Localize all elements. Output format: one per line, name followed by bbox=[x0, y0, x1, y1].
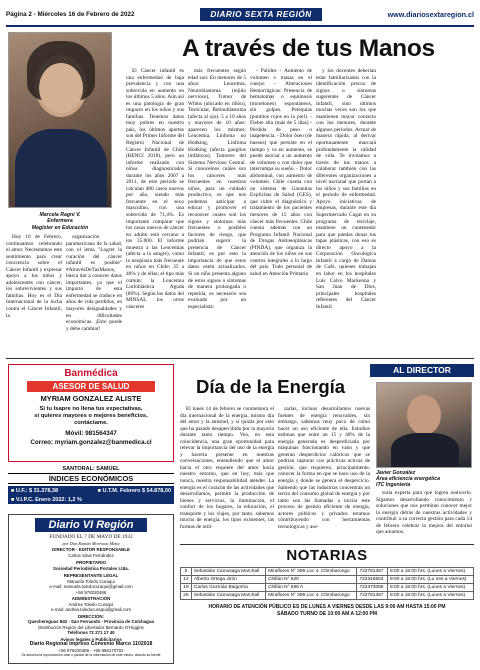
masthead-logo: Diario VI Región bbox=[35, 518, 147, 532]
article1-col3: El Cáncer infantil es una enfermedad de baja prevalencia y con una sobrevida en aumento en los últimos 5 años. Aún así es una patología de gran impacto en los niños y sus familias. Tenemos datos muy pobres en nuestro país, los últimos aportes son del Primer Informe del Registro Nacional de Cáncer Infantil de Chile (RENCI 2018), pero un informe realizado con niños diagnosticados durante los años 2007 a 2011, de este periodo se calculan 480 casos nuevos por año, siendo más frecuente en el sexo masculino, con una sobrevida de 71,4%. Es importante comparar que los casos nuevos de cáncer en adulto está cercano a los 35.000. El informe muestra a las Leucemias (afecta a la sangre), como la neoplasia más frecuente en niños en Chile; 35 a 40% y de ellas; el tipo más común; la Leucemia Linfoblástica Aguda (80%). Según los datos del MINSAL los otros cánceres bbox=[126, 68, 184, 310]
author-caption bbox=[8, 212, 112, 231]
registry: Diario Regional impreso Convenio Marco 1102018 bbox=[29, 641, 153, 647]
ad-brand: Banmédica bbox=[64, 368, 118, 379]
ad-line1: Si tu Isapre no llena tus expectativas, bbox=[39, 406, 143, 412]
table-cell: 19 bbox=[181, 584, 192, 592]
table-cell: 5 bbox=[181, 568, 192, 576]
ad-title: ASESOR DE SALUD bbox=[27, 381, 155, 392]
indices-box bbox=[8, 466, 174, 512]
contact-phones: +56 978220486 - +56 986170702 bbox=[58, 647, 124, 653]
phones: Teléfonos 72 271 17 40 bbox=[67, 630, 115, 635]
founded: FUNDADO EL 7 DE MAYO DE 1932 bbox=[49, 534, 133, 540]
rep-phone: +56 978220486 bbox=[75, 589, 107, 595]
uf-value: ■ U.F.: $ 31.378,38 bbox=[11, 488, 59, 494]
website-link[interactable]: www.diariosextaregion.cl bbox=[387, 9, 474, 19]
ad-name: MYRIAM GONZALEZ ALISTE bbox=[40, 394, 142, 403]
notarias-footer1: HORARIO DE ATENCIÓN PÚBLICO ES DE LUNES A VIERNES DESDE LAS 9:00 AM HASTA 15:00 PM bbox=[208, 604, 446, 610]
table-cell: Chillán N° 620 bbox=[266, 576, 357, 584]
article-title: A través de tus Manos bbox=[182, 35, 435, 62]
rep-name: Manuela Toledo Curaqui bbox=[67, 578, 115, 584]
section-label: AL DIRECTOR bbox=[370, 364, 474, 377]
utm-value: ■ U.T.M. Febrero $ 54.878,00 bbox=[97, 488, 171, 494]
owner-label: PROPIETARIO bbox=[76, 560, 106, 565]
notarias-table bbox=[180, 567, 474, 600]
founder: por Don Román Morrison Mena bbox=[62, 540, 120, 546]
article2-col3: soría experta para que logren realicerlo. Sigamos desarrollando conocimiento y soluciones que nos permitan conocer mejor la energía detrás de nuestras actividades y contribuir a su correcta gestión para cada 14 de febrero celebrar la mejora del entorno que amamos. bbox=[376, 490, 472, 536]
table-row bbox=[181, 576, 474, 584]
table-cell: Chillán N° 595 A bbox=[266, 584, 357, 592]
indices-values bbox=[8, 486, 174, 496]
author2-company: ITC Ingeniería bbox=[376, 482, 411, 489]
author-name: Marcela Ragni V. bbox=[39, 212, 81, 218]
table-cell: 8:00 a 15:00 hrs. (Lunes a Viernes) bbox=[388, 568, 474, 576]
author2-name: Javier González bbox=[376, 470, 416, 476]
author2-caption bbox=[376, 470, 472, 489]
ad-line3: contáctame. bbox=[74, 420, 108, 426]
table-cell: 722373086 bbox=[357, 584, 388, 592]
header-divider bbox=[6, 25, 474, 27]
ad-phone: Móvil: 981564347 bbox=[65, 430, 117, 437]
article2-title: Día de la Energía bbox=[196, 376, 346, 397]
section-divider bbox=[6, 358, 474, 359]
owner: Sociedad Periodística Portales Ltda. bbox=[53, 565, 129, 571]
table-cell: Carlos Guzmán Baigorria bbox=[191, 584, 265, 592]
masthead-title: DIARIO SEXTA REGIÓN bbox=[200, 8, 321, 21]
notices-label: Avisos legales y Publicitarios bbox=[60, 636, 122, 642]
rep-email[interactable]: e-mail: manuela.toledocuraqui@gmail.com bbox=[49, 584, 133, 589]
table-cell: Miraflores N° 399 Loc 4. Chimbarongo bbox=[266, 568, 357, 576]
article1-col6: y los docentes deberían estar familiarizados con la identificación precoz de signos o síntomas sugerentes de Cáncer Infantil, sino últimos muchas veces son los que mantienen mayor contacto con los menores, durante algunos períodos. Actuar de manera rápida, al derivar oportunamente marcará profundamente la calidad de vida. Te invitamos a través de tus manos a colaborar también con las diferentes organizaciones a nivel nacional que portan a los niños y sus familias en el período de enfermedad. Apoyo iniciativas de empresas, durante este día Supermercado Cugat en su programa de reciclaje, mantiene un contenedor para que puedas donar tus tapas plásticas, con eso es directo apoyo a la Corporación Oncológica Infantil a cargo de Damas de Café, quienes trabajan en labor en los hospitales Luis Calvo Mackenna y San Juan de Dios, principales hospitales referentes del Cáncer Infantil. bbox=[316, 68, 376, 310]
admin-name: Andrea Toledo Curaqui bbox=[68, 601, 114, 607]
table-row bbox=[181, 584, 474, 592]
address: Quechereguas 840 - San Fernando - Provincia de Colchagua bbox=[28, 619, 154, 624]
author-role2: Magister en Educación bbox=[31, 224, 89, 231]
table-cell: 8:00 a 15:00 hrs. (Lunes a Viernes) bbox=[388, 592, 474, 600]
notarias-section bbox=[180, 544, 474, 664]
indices-title: ÍNDICES ECONÓMICOS bbox=[8, 473, 174, 484]
admin-label: ADMINISTRACIÓN bbox=[71, 596, 111, 601]
table-row bbox=[181, 592, 474, 600]
table-cell: Sebastián Camusaga Marchall bbox=[191, 568, 265, 576]
table-cell: 722781357 bbox=[357, 592, 388, 600]
table-cell: 12 bbox=[181, 576, 192, 584]
table-cell: 8:00 a 15:00 hrs. (Lunes a Viernes) bbox=[388, 584, 474, 592]
table-cell: Miraflores N° 399 Loc 4. Chimbarongo bbox=[266, 592, 357, 600]
ad-email[interactable]: Correo: myriam.gonzalez@banmedica.cl bbox=[30, 439, 152, 446]
page-header bbox=[6, 4, 474, 24]
author-photo bbox=[8, 32, 112, 208]
notarias-title: NOTARIAS bbox=[286, 547, 368, 564]
article1-col4: más frecuentes según edad son: En menores de 5 años: Leucemia, Neuroblastoma (tejido nervioso), Tumor de Wilms (ubicado en riñón), Testicular, Retinoblastoma (afecta al ojo). 5 a 10 años y mayores de 10 años: aparecen los mismos; Leucemia, Linfoma no Hodking, Linfoma Hodking (afecta ganglios linfáticos), Tumores del Sistema Nervioso Central. Si conocemos cuáles son los cánceres más frecuentes en nuestros niños, para un cuidado productivo, es que nos podemos anticipar a educar y promover el reconocer cuales son los signos y síntomas más frecuentes o posibles factores de riesgo, que podrían sugerir la presencia de Cáncer Infantil; es por esto la importancia de que estos datos estén actualizados. Si un niño presenta alguno de estos signos o síntomas de manera prolongada o repetida, es necesario sea evaluado por un especialista: bbox=[188, 68, 246, 310]
admin-email[interactable]: e-mail: andrea.toledocuraqui@gmail.com bbox=[50, 607, 132, 612]
table-cell: Sebastián Camusaga Marchall bbox=[191, 592, 265, 600]
banmedica-ad bbox=[8, 364, 174, 462]
ad-line2: si quieres mayores o mejores beneficios, bbox=[34, 413, 148, 419]
director-label: DIRECTOR - EDITOR RESPONSABLE bbox=[52, 547, 130, 552]
article1-col5: - Palidez - Aumento de volumen o masas en el cuerpo - Alteraciones Hemorrágicas: Presencia de hematomas o equimosis (moretones) espontáneos, sin golpes. Petequias (puntitos rojos en la piel). - Fiebre alta (más de 5 días) - Pérdida de peso o inapetencia. - Dolor óseo (de huesos) que persiste en el tiempo y va en aumento, se puede asociar a un aumento de volumen o con dolor que interrumpa su sueño. - Dolor abdominal, con aumento de volumen. Chile cuenta con un sistema de Garantías Explícitas de Salud (GES), que cubre el diagnóstico y tratamiento de los pacientes menores de 15 años con cáncer más frecuentes. Chile cuenta además con un Programa Infantil Nacional de Drogas Antineoplásicas (PINDA), que organiza la atención de los niños en sus centros integrales a lo largo del país. Todo personal de salud en Atención Primaria bbox=[250, 68, 312, 277]
table-cell: 9:00 a 15:00 hrs. (Lu nes a Viernes) bbox=[388, 576, 474, 584]
article2-col2: zarlas, incluso desarrollamos nuevas fuentes de energía renovables, sin embargo, sabemos muy poco de cómo hacer un uso eficiente de ella. Estudios estiman que entre un 15 y 40% de la energía generada es desperdiciada por máquinas funcionando en vano y que generan desperdicios calóricos que se podrían capturar con prácticas activas de gestión, que requieren, principalmente, conocer la forma en que se hace uso de la energía y donde se genera el despercicio. Sabiendo que las industrias concentran un tercio del consumo global de energía y por tanto son las llamadas a iniciar este proceso de gestión eficiente de energía, actores públicos y privados estamos contribuyendo con herramientas tecnológicas y ase- bbox=[278, 406, 370, 530]
author2-role: Área eficiencia energética bbox=[376, 476, 441, 483]
masthead-box bbox=[8, 514, 174, 664]
table-cell: 26 bbox=[181, 592, 192, 600]
author-role: Enfermera bbox=[47, 218, 73, 225]
director: Carlos Silva Fernández bbox=[68, 552, 114, 558]
santoral: SANTORAL: SAMUEL bbox=[62, 466, 120, 472]
article2-col1: El lunes 14 de febrero se conmemora el día internacional de la energía, mismo día del amor y la amistad, y si quizás por esto que ha pasado desapercibido por la mayoría durante tanto tiempo. Veo, en esta coincidencia, una gran oportunidad para relevar la importancia del uso de la energía y hacerla presente en nuestras conversaciones, entendiendo que el amor hacia el otro requiere del amor hacia nuestro entorno, que en hoy, más que nunca, nuestra responsabilidad atender. La energía es el corazón de las actividades que desarrollamos, permite la producción de bienes y servicios, la iluminación, el confort de los hogares, la educación, el transporte y los viajes, por tanto, sabemos mucho de energía, los tipos existentes, las formas de utili- bbox=[180, 406, 274, 530]
article1-col2: organización paramericana de la salud, con el lema "Logrer la curación del cáncer infantil es posible" #AtravésDeTusManos, busca dar a conocer datos importantes, ya que el impacto de esta enfermedad se traduce en años de vida perdidos, en mayores desigualdades y en dificultades económicas. ¡Esto puede y debe cambiar! bbox=[66, 234, 122, 332]
table-cell: 722316604 bbox=[357, 576, 388, 584]
table-row bbox=[181, 568, 474, 576]
distribution: Distribución Región del Libertador Bernardo O'Higgins bbox=[38, 624, 144, 630]
table-cell: Alberto Ortega Jirón bbox=[191, 576, 265, 584]
notarias-footer2: SÁBADO TURNO DE 10:00 AM A 12:00 PM bbox=[276, 611, 378, 617]
rep-label: REPRESENTANTE LEGAL bbox=[63, 573, 119, 578]
page-date: Página 2 - Miércoles 16 de Febrero de 2022 bbox=[6, 10, 135, 18]
article1-col1: Hoy 16 de Febrero, continuamos celebrando el amor. Necesitamos este sentimiento para crear conciencia sobre el Cáncer Infantil y expresar apoyo a los niños y adolescentes con cáncer, los sobrevivientes y sus familias. Hoy es el Día Internacional de la lucha contra el Cáncer Infantil, la bbox=[6, 234, 62, 319]
address-label: DIRECCIÓN: bbox=[77, 613, 105, 619]
ipc-value: ■ V.I.P.C. Enero 2022: 1,2 % bbox=[8, 496, 174, 504]
footer-note: Se autoriza la reproducción total o parcial de la información de este medio, citando su fuente bbox=[21, 653, 161, 657]
table-cell: 722781357 bbox=[357, 568, 388, 576]
author2-photo bbox=[376, 382, 472, 468]
